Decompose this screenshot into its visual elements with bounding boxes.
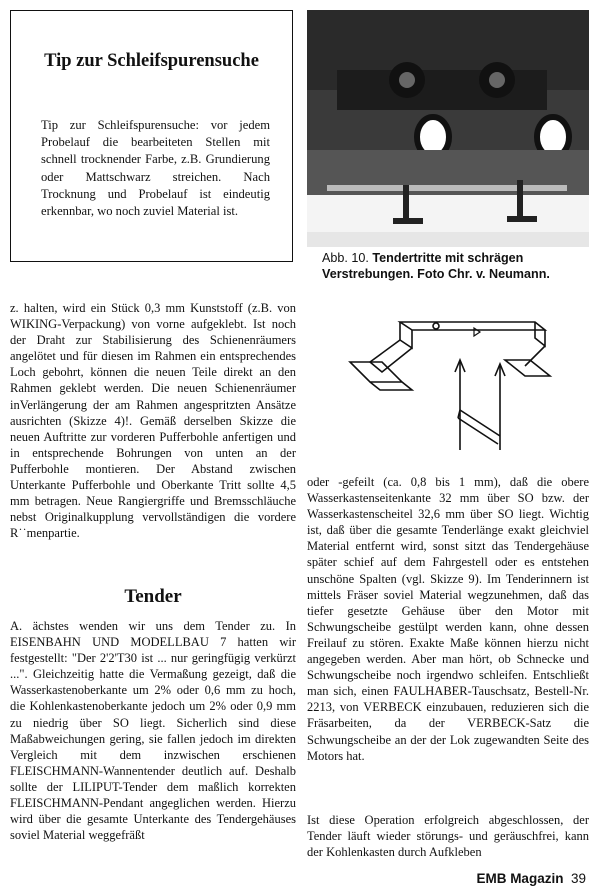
tip-box-title: Tip zur Schleifspurensuche [44,51,259,71]
tip-box [10,10,293,262]
body-left-paragraph-1: z. halten, wird ein Stück 0,3 mm Kunststoff (z.B. von WIKING-Verpackung) von vorne aufgeklebt. Ist noch der Draht zur Stabilisierung des Schienenräumers angelötet und für diesen im Rahmen ein entsprechendes Loch gebohrt, können die neuen Teile direkt an den Rahmen geklebt werden. Die neuen Schienenräumer inVerlängerung der am Rahmen angespritzten Ansätze ausrichten (Skizze 4)!. Gemäß derselben Skizze die neuen Auftritte zur vorderen Pufferbohle anfertigen und in entsprechende Bohrungen von unten an der Pufferbohle montieren. Der Abstand zwischen Unterkante Pufferbohle und Oberkante Tritt sollte 4,5 mm betragen. Neue Rangiergriffe und Bremsschläuche nebst Originalkupplung vervollständigen die vordere R˙˙menpartie. [10,301,296,541]
page-number: 39 [570,871,586,886]
figure-caption [322,250,578,282]
body-right-paragraph-1: oder -gefeilt (ca. 0,8 bis 1 mm), daß die obere Wasserkastenseitenkante 32 mm über SO bzw. der Wasserkastenscheitel 32,6 mm über SO liegt. Wichtig ist, daß über die gesamte Tenderlänge exakt gleichviel Material entfernt wird, sonst sitzt das Tendergehäuse später schief auf dem Fahrgestell oder es entstehen unschöne Spalten (vgl. Skizze 9). Im Tenderinnern ist mittels Fräser soviel Material wegzunehmen, daß das tiefer gesetzte Gehäuse über den Motor mit Schwungscheibe gestülpt werden kann, ohne dessen Freilauf zu stören. Exakte Maße können hierzu nicht angegeben werden. Aber man hört, ob Schnecke und Schwungscheibe noch irgendwo schleifen. Entschließt man sich, einen FAULHABER-Tauschsatz, Bestell-Nr. 2213, von VERBECK einzubauen, reduzieren sich die Fräsarbeiten, da der VERBECK-Satz die Schwungscheibe an der der Lok zugewandten Seite des Motors hat. [307,475,589,763]
caption-prefix: Abb. 10. [322,251,369,265]
body-left-paragraph-2: A. ächstes wenden wir uns dem Tender zu. In EISENBAHN UND MODELLBAU 7 hatten wir festgestellt: "Der 2'2'T30 ist ... nur geringfügig verkürzt ...". Gleichzeitig hatte die Vermaßung gezeigt, daß die Wasserkastenoberkante um 2% oder 0,6 mm zu hoch, die Kohlenkastenoberkante jedoch um 2% oder 0,9 mm zu niedrig über SO liegt. Sicherlich sind diese Maßabweichungen gering, sie fallen jedoch im direkten Vergleich mit dem inzwischen erschienen FLEISCHMANN-Wannentender deutlich auf. Deshalb sollte der LILIPUT-Tender dem maßlich korrekten FLEISCHMANN-Pendant angeglichen werden. Hierzu wird über die gesamte Unterkante des Tendergehäuses soviel Material weggefräßt [10,619,296,843]
caption-text: Tendertritte mit schrägen Verstrebungen. Foto Chr. v. Neumann. [322,251,550,281]
magazine-name: EMB Magazin [476,871,564,886]
tender-photo [307,10,589,247]
step-sketch [320,300,580,450]
tip-box-text: Tip zur Schleifspurensuche: vor jedem Probelauf die bearbeiteten Stellen mit schnell trocknender Farbe, z.B. Grundierung oder Mattschwarz streichen. Nach Trocknung und Probelauf ist eindeutig erkennbar, wo noch zuviel Material ist. [41,118,270,219]
section-heading-tender: Tender [124,586,182,607]
body-right-paragraph-2: Ist diese Operation erfolgreich abgeschlossen, der Tender läuft wieder störungs- und geräuschfrei, kann der Kohlenkasten durch Aufkleben [307,813,589,860]
page-footer [476,871,586,886]
